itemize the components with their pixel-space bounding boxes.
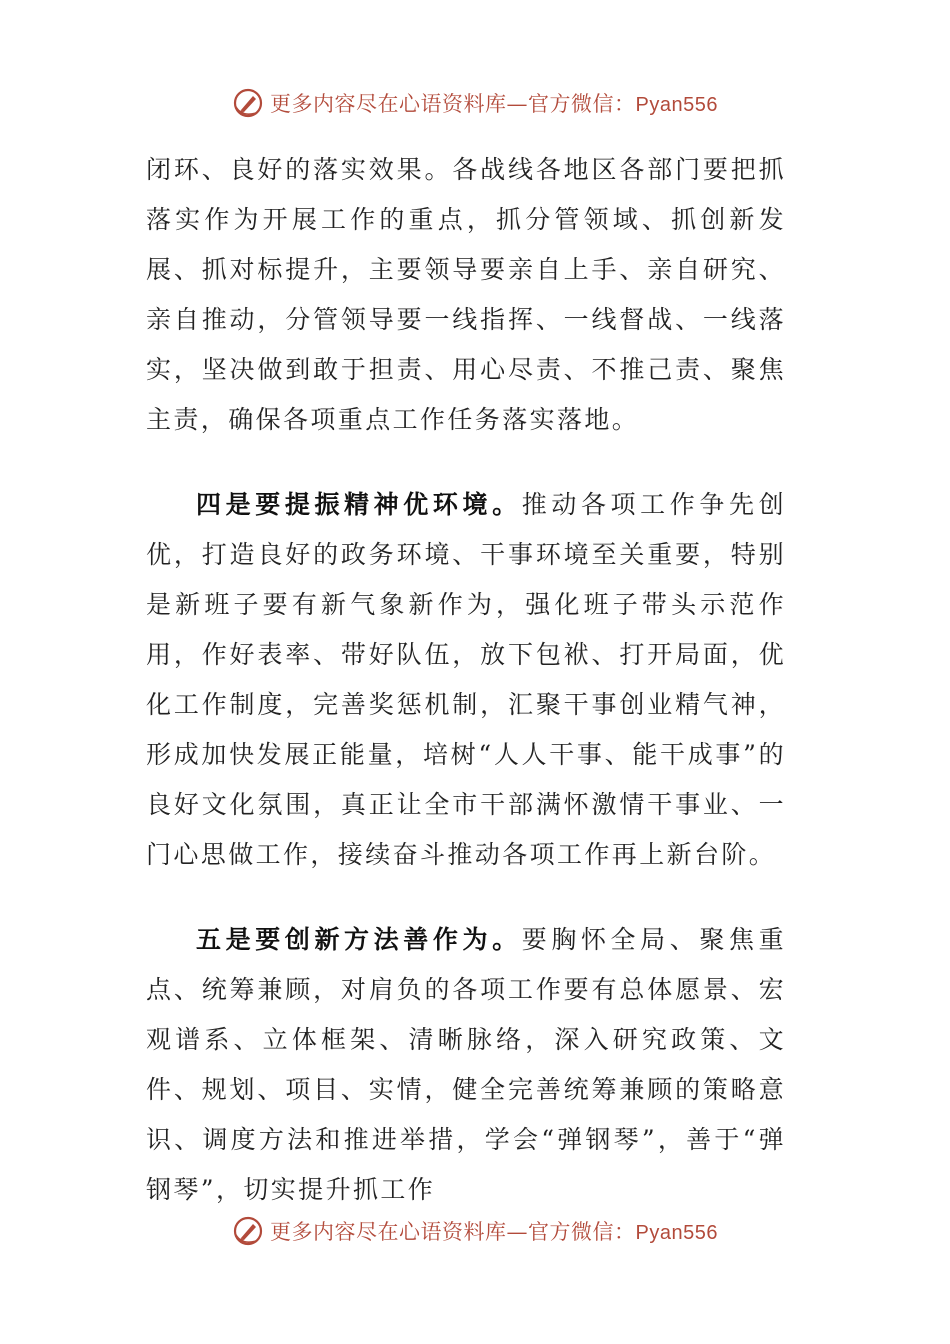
pen-logo-icon [232,1215,264,1247]
banner-text [270,88,718,118]
document-body [146,145,786,1215]
banner-label: 更多内容尽在心语资料库—官方微信： [270,92,636,116]
paragraph-point-four [146,480,786,880]
wechat-id: Pyan556 [635,94,718,116]
footer-banner [0,1209,950,1253]
paragraph-continuation [146,145,786,445]
paragraph-text: 要胸怀全局、聚焦重点、统筹兼顾，对肩负的各项工作要有总体愿景、宏观谱系、立体框架、清晰脉络，深入研究政策、文件、规划、项目、实情，健全完善统筹兼顾的策略意识、调度方法和推进举措，学会“弹钢琴”，善于“弹钢琴”，切实提升抓工作 [146,925,786,1204]
banner-label: 更多内容尽在心语资料库—官方微信： [270,1220,636,1244]
paragraph-lead: 四是要提振精神优环境。 [196,490,522,519]
pen-logo-icon [232,87,264,119]
paragraph-lead: 五是要创新方法善作为。 [196,925,522,954]
wechat-id: Pyan556 [635,1222,718,1244]
paragraph-point-five [146,915,786,1215]
paragraph-text: 推动各项工作争先创优，打造良好的政务环境、干事环境至关重要，特别是新班子要有新气象新作为，强化班子带头示范作用，作好表率、带好队伍，放下包袱、打开局面，优化工作制度，完善奖惩机制，汇聚干事创业精气神，形成加快发展正能量，培树“人人干事、能干成事”的良好文化氛围，真正让全市干部满怀激情干事业、一门心思做工作，接续奋斗推动各项工作再上新台阶。 [146,490,786,869]
paragraph-text: 闭环、良好的落实效果。各战线各地区各部门要把抓落实作为开展工作的重点，抓分管领域、抓创新发展、抓对标提升，主要领导要亲自上手、亲自研究、亲自推动，分管领导要一线指挥、一线督战、一线落实，坚决做到敢于担责、用心尽责、不推己责、聚焦主责，确保各项重点工作任务落实落地。 [146,155,786,434]
header-banner [0,81,950,125]
banner-text [270,1216,718,1246]
